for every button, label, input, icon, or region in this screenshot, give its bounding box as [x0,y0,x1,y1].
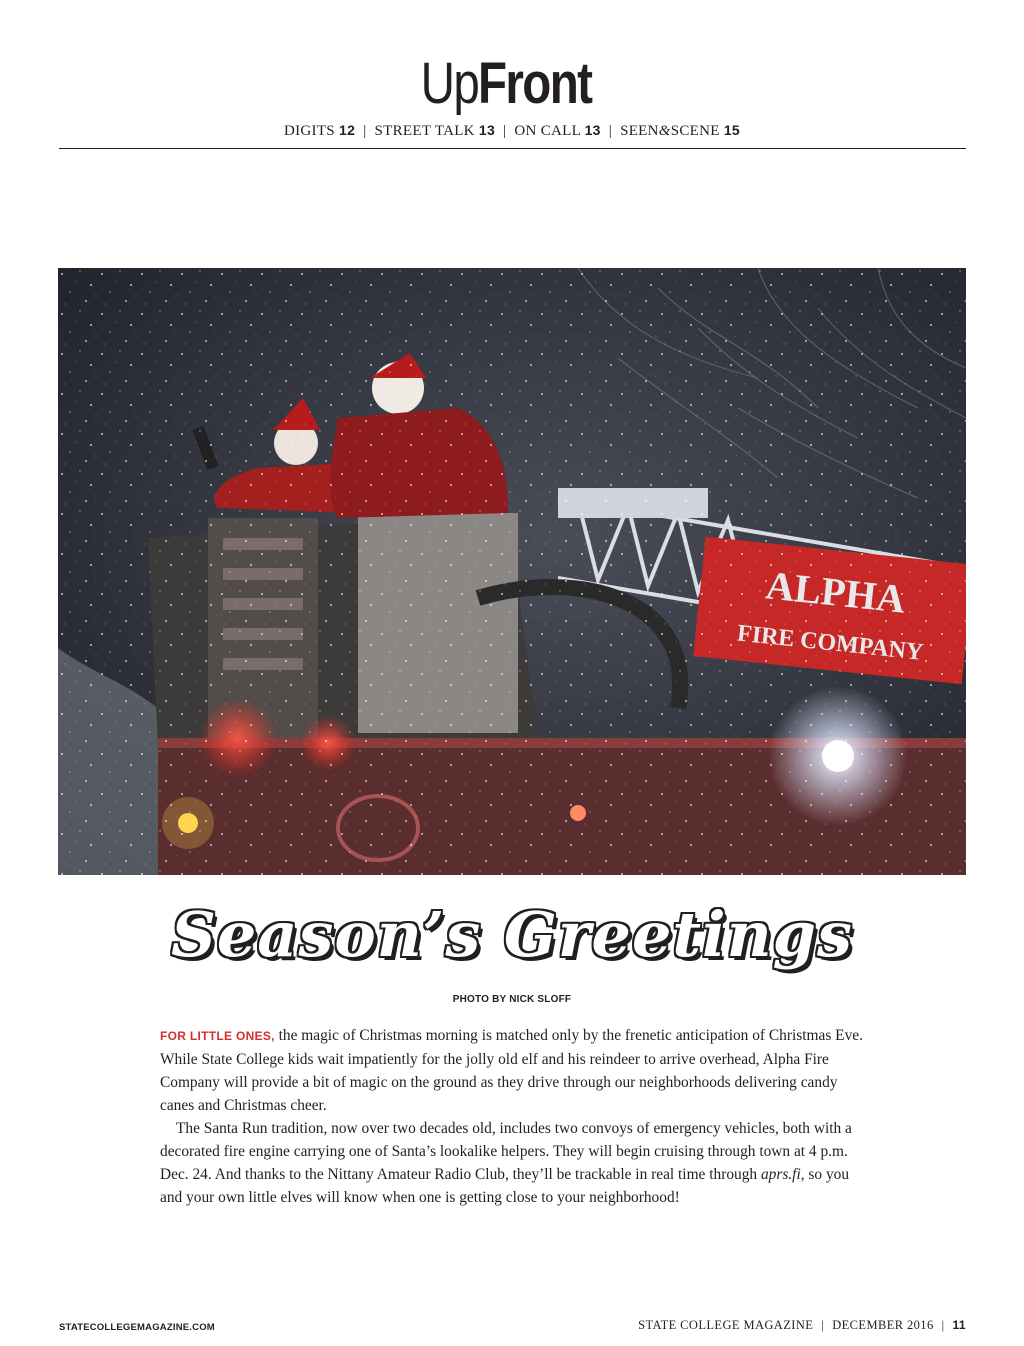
footer-issue-date: DECEMBER 2016 [832,1318,934,1332]
article-lead-in: FOR LITTLE ONES, [160,1029,275,1043]
page-number: 11 [952,1318,966,1332]
toc-separator: | [608,123,613,139]
footer-folio [638,1318,966,1333]
footer-separator: | [821,1318,825,1332]
toc-item-street-talk[interactable]: STREET TALK 13 [374,122,496,139]
masthead-up: Up [420,51,478,116]
masthead-front: Front [477,51,592,116]
header-rule [59,148,966,149]
toc-separator: | [503,123,507,139]
article-paragraph-2: The Santa Run tradition, now over two decades old, includes two convoys of emergency vehicles, both with a decorated fire engine carrying one of Santa’s lookalike helpers. They will begin cruising through town at 4 p.m. Dec. 24. And thanks to the Nittany Amateur Radio Club, they’ll be trackable in real time through aprs.fi, so you and your own little elves will know when one is getting close to your neighborhood! [160,1120,852,1206]
footer-magazine-name: STATE COLLEGE MAGAZINE [638,1318,814,1332]
article-body [160,1024,865,1209]
section-contents [0,122,1024,140]
toc-item-on-call[interactable]: ON CALL 13 [514,122,601,139]
footer-website[interactable]: STATECOLLEGEMAGAZINE.COM [59,1322,215,1333]
toc-item-seen-scene[interactable]: SEEN&SCENE 15 [620,122,740,139]
section-masthead [0,52,1024,116]
footer-separator: | [941,1318,945,1332]
fire-truck-santa-photo [58,268,966,875]
article-paragraph-1: FOR LITTLE ONES, the magic of Christmas morning is matched only by the frenetic anticipation of Christmas Eve. While State College kids wait impatiently for the jolly old elf and his reindeer to arrive overhead, Alpha Fire Company will provide a bit of magic on the ground as they drive through our neighborhoods delivering candy canes and Christmas cheer. [160,1027,863,1114]
photo-credit: PHOTO BY NICK SLOFF [452,994,572,1005]
toc-separator: | [363,123,367,139]
toc-item-digits[interactable]: DIGITS 12 [283,122,356,139]
aprs-link[interactable]: aprs.fi [760,1166,801,1183]
article-headline: Season’s Greetings [171,898,853,971]
